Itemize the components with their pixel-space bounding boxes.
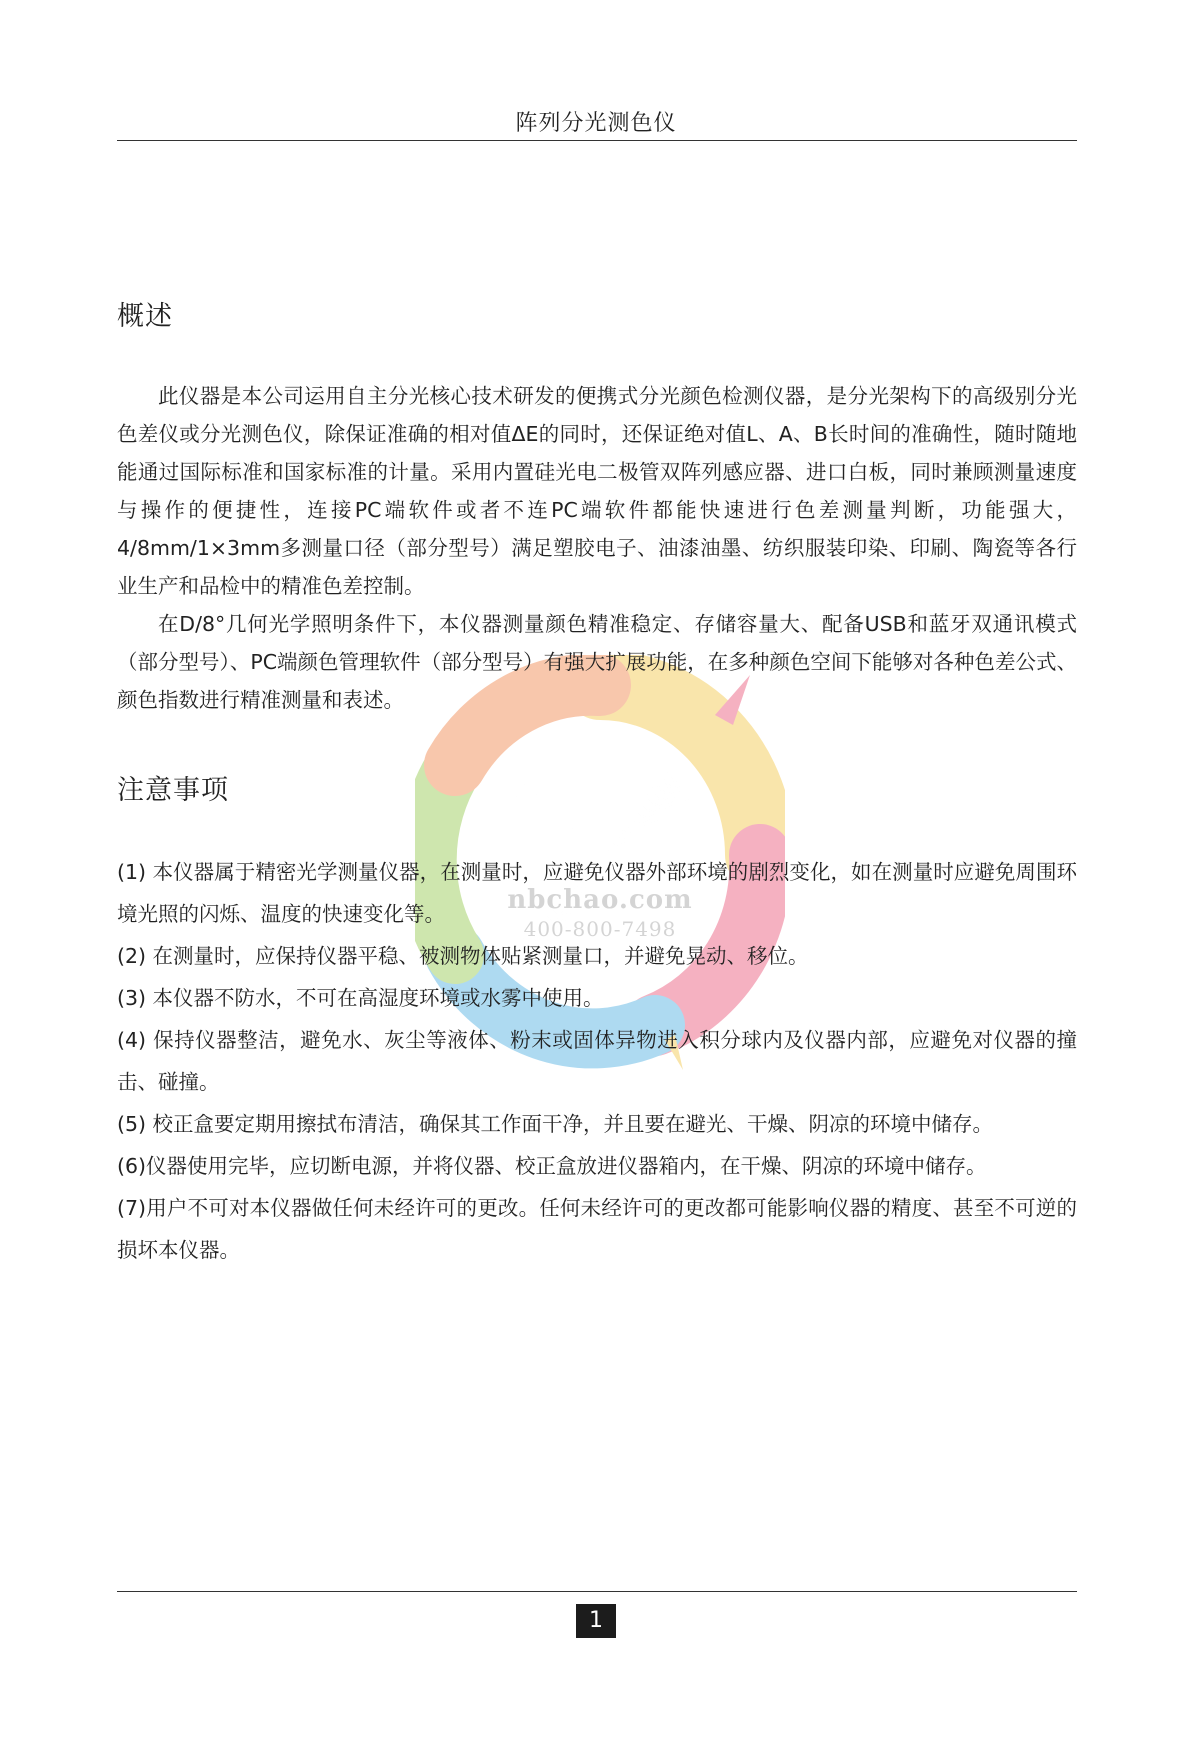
overview-heading: 概述 (117, 301, 173, 332)
overview-paragraph: 此仪器是本公司运用自主分光核心技术研发的便携式分光颜色检测仪器，是分光架构下的高级别分光色差仪或分光测色仪，除保证准确的相对值ΔE的同时，还保证绝对值L、A、B长时间的准确性，随时随地能通过国际标准和国家标准的计量。采用内置硅光电二极管双阵列感应器、进口白板，同时兼顾测量速度与操作的便捷性，连接PC端软件或者不连PC端软件都能快速进行色差测量判断，功能强大，4/8mm/1×3mm多测量口径（部分型号）满足塑胶电子、油漆油墨、纺织服装印染、印刷、陶瓷等各行业生产和品检中的精准色差控制。 (117, 384, 1077, 598)
footer-rule (117, 1591, 1077, 1592)
header-rule (117, 140, 1077, 141)
notes-heading: 注意事项 (117, 775, 229, 806)
note-item: (2) 在测量时，应保持仪器平稳、被测物体贴紧测量口，并避免晃动、移位。 (117, 944, 809, 968)
page-number: 1 (576, 1604, 616, 1638)
notes-list (117, 851, 1077, 1271)
note-item: (3) 本仪器不防水，不可在高湿度环境或水雾中使用。 (117, 986, 604, 1010)
note-item: (4) 保持仪器整洁，避免水、灰尘等液体、粉末或固体异物进入积分球内及仪器内部，应避免对仪器的撞击、碰撞。 (117, 1028, 1077, 1094)
overview-text (117, 377, 1077, 719)
header-title: 阵列分光测色仪 (515, 111, 677, 136)
note-item: (5) 校正盒要定期用擦拭布清洁，确保其工作面干净，并且要在避光、干燥、阴凉的环境中储存。 (117, 1112, 994, 1136)
watermark-site: nbchao.com (507, 885, 693, 915)
note-item: (6)仪器使用完毕，应切断电源，并将仪器、校正盒放进仪器箱内，在干燥、阴凉的环境中储存。 (117, 1154, 987, 1178)
overview-paragraph: 在D/8°几何光学照明条件下，本仪器测量颜色精准稳定、存储容量大、配备USB和蓝牙双通讯模式（部分型号）、PC端颜色管理软件（部分型号）有强大扩展功能，在多种颜色空间下能够对各种色差公式、颜色指数进行精准测量和表述。 (117, 612, 1077, 712)
note-item: (1) 本仪器属于精密光学测量仪器，在测量时，应避免仪器外部环境的剧烈变化，如在测量时应避免周围环境光照的闪烁、温度的快速变化等。 (117, 860, 1077, 926)
watermark-phone: 400-800-7498 (523, 917, 677, 941)
note-item: (7)用户不可对本仪器做任何未经许可的更改。任何未经许可的更改都可能影响仪器的精度、甚至不可逆的损坏本仪器。 (117, 1196, 1077, 1262)
